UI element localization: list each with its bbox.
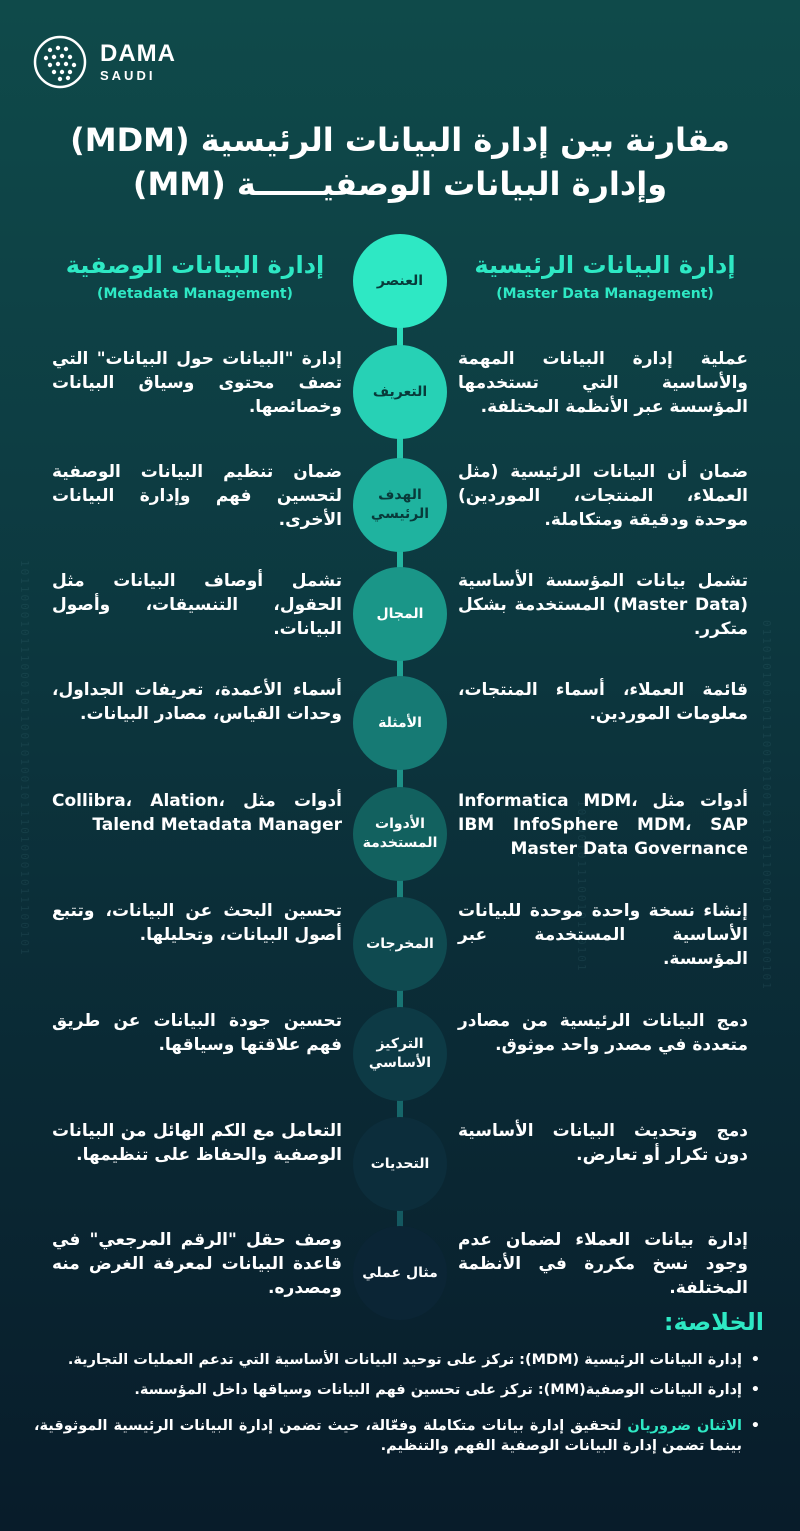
summary-highlight: الاثنان ضروريان: [627, 1418, 742, 1434]
summary-bullet-text: إدارة البيانات الوصفية(MM): تركز على تحسين فهم البيانات وسياقها داخل المؤسسة.: [134, 1382, 742, 1398]
summary-list: [34, 1350, 764, 1466]
summary-final-text: لتحقيق إدارة بيانات متكاملة وفعّالة، حيث تضمن إدارة البيانات الرئيسية الموثوقية، بينما تضمن إدارة البيانات الوصفية الفهم والتنظيم.: [34, 1418, 742, 1454]
summary-bullet-mdm: [34, 1350, 764, 1370]
row-label-circle: [353, 1226, 447, 1320]
mm-cell: تحسين البحث عن البيانات، وتتبع أصول البيانات، وتحليلها.: [52, 901, 342, 945]
summary-bullet-mm: [34, 1380, 764, 1400]
globe-dots-icon: [32, 34, 88, 90]
binary-decoration: 10100101110010110101: [575, 800, 588, 973]
row-label-circle: [353, 345, 447, 439]
row-label-circle: [353, 1007, 447, 1101]
mdm-cell: عملية إدارة البيانات المهمة والأساسية التي تستخدمها المؤسسة عبر الأنظمة المختلفة.: [458, 349, 748, 417]
binary-decoration: 0110101001011100101001011011100010110100101: [760, 620, 773, 991]
mm-column-header: [50, 248, 340, 302]
row-label: الأدوات المستخدمة: [362, 816, 438, 851]
element-header-circle: [353, 234, 447, 328]
binary-decoration: 1011000101110001011001010010111010001011100101: [18, 560, 31, 957]
row-label: مثال عملي: [362, 1264, 438, 1281]
mdm-cell: ضمان أن البيانات الرئيسية (مثل العملاء، المنتجات، الموردين) موحدة ودقيقة ومتكاملة.: [458, 462, 748, 530]
summary-title: الخلاصة:: [663, 1308, 764, 1336]
mdm-cell: دمج البيانات الرئيسية من مصادر متعددة في مصدر واحد موثوق.: [458, 1011, 748, 1055]
bullet-dot-icon: •: [750, 1418, 760, 1434]
mdm-cell: إدارة بيانات العملاء لضمان عدم وجود نسخ مكررة في الأنظمة المختلفة.: [458, 1230, 748, 1298]
bullet-dot-icon: •: [750, 1382, 760, 1398]
brand-name: DAMA: [100, 40, 176, 67]
row-label-circle: [353, 458, 447, 552]
mm-cell: تشمل أوصاف البيانات مثل الحقول، التنسيقات، وأصول البيانات.: [52, 571, 342, 639]
mm-cell: تحسين جودة البيانات عن طريق فهم علاقتها وسياقها.: [52, 1011, 342, 1055]
mdm-cell: دمج وتحديث البيانات الأساسية دون تكرار أو تعارض.: [458, 1121, 748, 1165]
mdm-cell: قائمة العملاء، أسماء المنتجات، معلومات الموردين.: [458, 680, 748, 724]
row-label: الأمثلة: [378, 714, 422, 731]
row-label-circle: [353, 567, 447, 661]
mm-column-subtitle: (Metadata Management): [97, 286, 293, 302]
title-line-2: وإدارة البيانات الوصفيــــــة (MM): [132, 165, 668, 203]
mdm-cell: تشمل بيانات المؤسسة الأساسية (Master Data) المستخدمة بشكل متكرر.: [458, 571, 748, 639]
mdm-column-header: [460, 248, 750, 302]
mm-cell: وصف حقل "الرقم المرجعي" في قاعدة البيانات لمعرفة الغرض منه ومصدره.: [52, 1230, 342, 1298]
row-label-circle: [353, 897, 447, 991]
row-label: المجال: [376, 605, 424, 622]
row-label: التعريف: [372, 383, 428, 400]
row-label-circle: [353, 676, 447, 770]
row-label-circle: [353, 787, 447, 881]
row-label: التحديات: [370, 1155, 430, 1172]
dama-saudi-logo: [32, 32, 212, 92]
title-line-1: مقارنة بين إدارة البيانات الرئيسية (MDM): [70, 121, 730, 159]
brand-sub: SAUDI: [100, 68, 156, 83]
mdm-cell: أدوات مثل Informatica MDM، IBM InfoSphere MDM، SAP Master Data Governance: [458, 791, 748, 859]
mm-cell: أسماء الأعمدة، تعريفات الجداول، وحدات القياس، مصادر البيانات.: [52, 680, 342, 724]
row-label: الهدف الرئيسي: [370, 487, 430, 522]
mm-cell: ضمان تنظيم البيانات الوصفية لتحسين فهم وإدارة البيانات الأخرى.: [52, 462, 342, 530]
mm-cell: التعامل مع الكم الهائل من البيانات الوصفية والحفاظ على تنظيمها.: [52, 1121, 342, 1165]
summary-bullet-final: [34, 1416, 764, 1456]
bullet-dot-icon: •: [750, 1352, 760, 1368]
row-label: التركيز الأساسي: [368, 1036, 432, 1071]
mm-column-title: إدارة البيانات الوصفية: [65, 251, 325, 279]
row-label-circle: [353, 1117, 447, 1211]
row-label: المخرجات: [366, 935, 434, 952]
mdm-cell: إنشاء نسخة واحدة موحدة للبيانات الأساسية المستخدمة عبر المؤسسة.: [458, 901, 748, 969]
summary-bullet-text: إدارة البيانات الرئيسية (MDM): تركز على توحيد البيانات الأساسية التي تدعم العمليات التجارية.: [67, 1352, 742, 1368]
page-title: [0, 118, 800, 206]
mm-cell: إدارة "البيانات حول البيانات" التي تصف محتوى وسياق البيانات وخصائصها.: [52, 349, 342, 417]
mm-cell: أدوات مثل Collibra، Alation، Talend Metadata Manager: [52, 791, 342, 835]
mdm-column-title: إدارة البيانات الرئيسية: [474, 251, 736, 279]
mdm-column-subtitle: (Master Data Management): [496, 286, 714, 302]
element-header-label: العنصر: [376, 272, 424, 289]
